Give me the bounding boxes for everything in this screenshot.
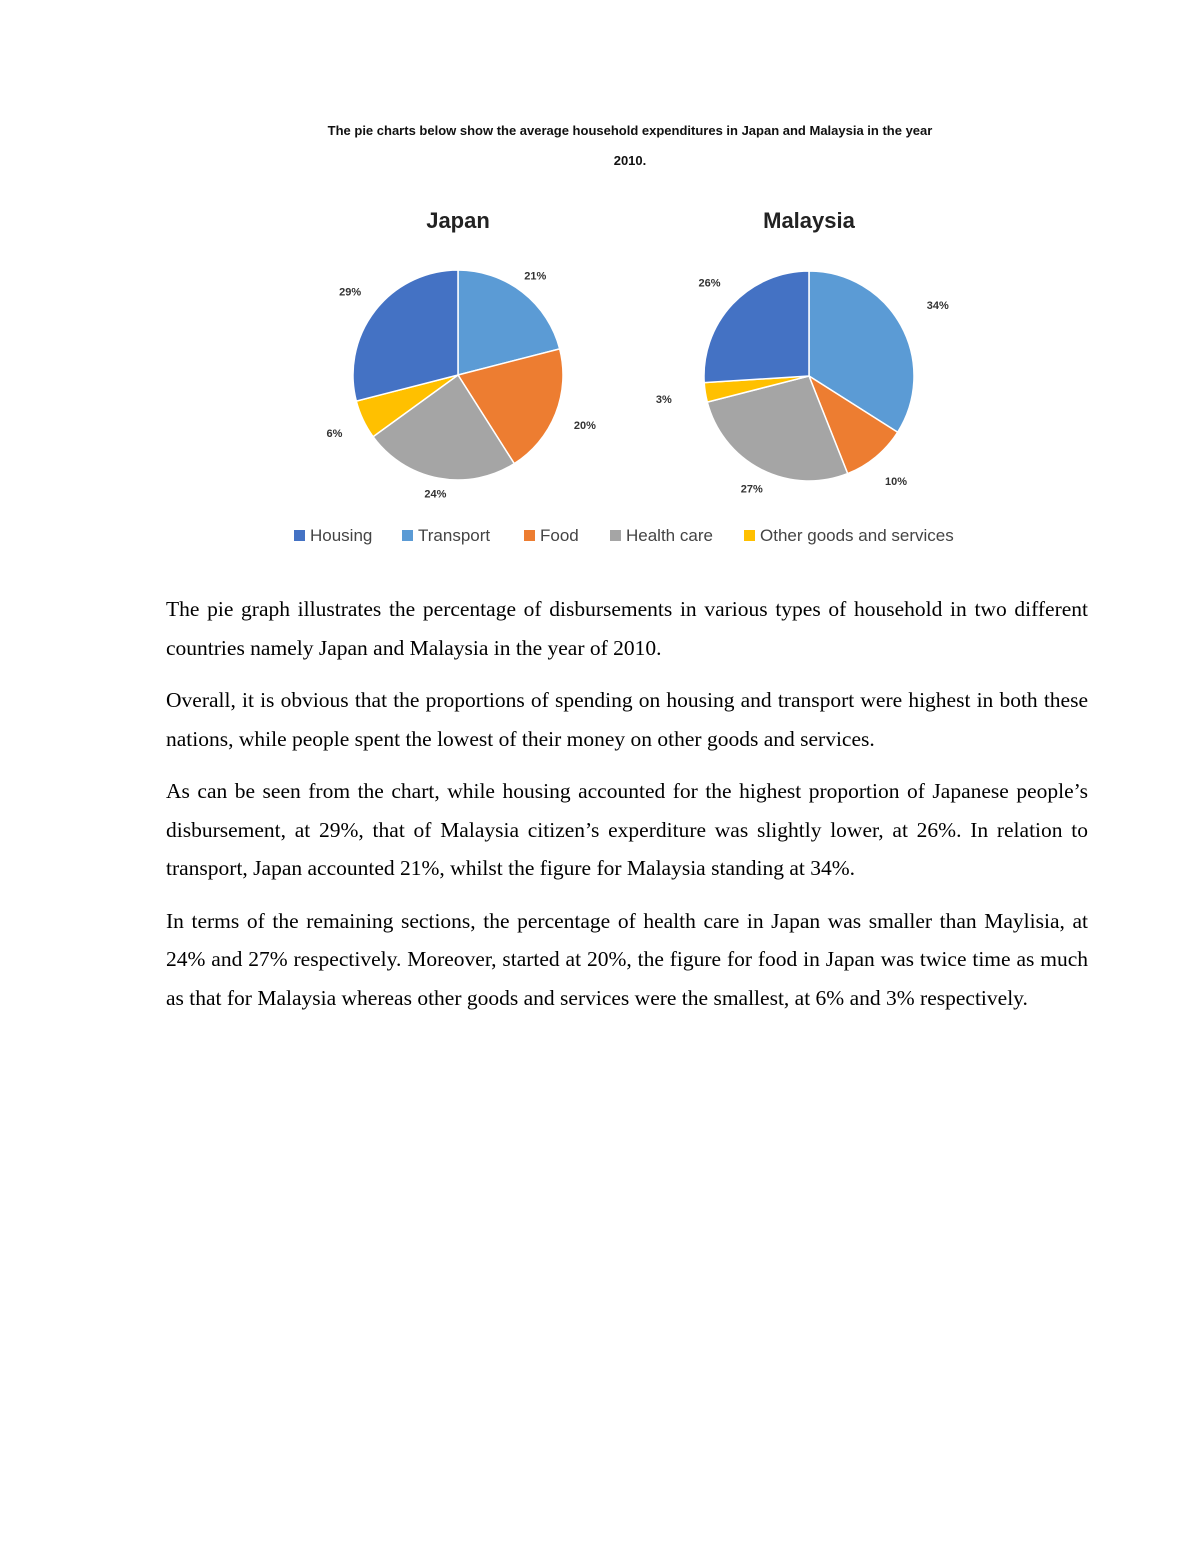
legend-label-transport: Transport xyxy=(418,526,491,545)
legend-label-other-goods-and-services: Other goods and services xyxy=(760,526,954,545)
pie-charts-figure xyxy=(0,0,1200,570)
essay-paragraph-1: The pie graph illustrates the percentage of disbursements in various types of household in two different countries namely Japan and Malaysia in the year of 2010. xyxy=(166,597,1088,660)
essay-text xyxy=(166,590,1088,1031)
legend-label-food: Food xyxy=(540,526,579,545)
essay-paragraph-3: As can be seen from the chart, while housing accounted for the highest proportion of Japanese people’s disbursement, at 29%, that of Malaysia citizen’s experditure was slightly lower, at 26%. In relation to transport, Japan accounted 21%, whilst the figure for Malaysia standing at 34%. xyxy=(166,779,1088,880)
data-label-japan-housing: 29% xyxy=(339,286,362,299)
legend-label-housing: Housing xyxy=(310,526,373,545)
essay-paragraph-4: In terms of the remaining sections, the percentage of health care in Japan was smaller than Maylisia, at 24% and 27% respectively. Moreover, started at 20%, the figure for food in Japan was twice time as much as that for Malaysia whereas other goods and services were the smallest, at 6% and 3% respectively. xyxy=(166,908,1088,1010)
data-label-malaysia-health-care: 27% xyxy=(740,483,763,496)
legend-swatch-transport xyxy=(402,530,413,541)
data-label-malaysia-other-goods-and-services: 3% xyxy=(655,393,672,406)
legend-swatch-health-care xyxy=(610,530,621,541)
data-label-japan-health-care: 24% xyxy=(424,488,447,501)
chart-title-malaysia: Malaysia xyxy=(763,208,855,233)
data-label-japan-other-goods-and-services: 6% xyxy=(326,428,343,441)
data-label-japan-transport: 21% xyxy=(524,270,547,283)
legend-swatch-housing xyxy=(294,530,305,541)
legend-swatch-food xyxy=(524,530,535,541)
data-label-malaysia-housing: 26% xyxy=(698,277,721,290)
data-label-malaysia-food: 10% xyxy=(884,476,908,489)
chart-title-japan: Japan xyxy=(426,208,490,233)
legend-label-health-care: Health care xyxy=(626,526,713,545)
figure-title-line1: The pie charts below show the average household expenditures in Japan and Malaysia in the year xyxy=(327,123,933,138)
essay-paragraph-2: Overall, it is obvious that the proportions of spending on housing and transport were highest in both these nations, while people spent the lowest of their money on other goods and services. xyxy=(166,688,1088,751)
data-label-japan-food: 20% xyxy=(573,420,596,433)
data-label-malaysia-transport: 34% xyxy=(926,300,949,313)
figure-title-line2: 2010. xyxy=(613,153,647,168)
legend-swatch-other-goods-and-services xyxy=(744,530,755,541)
